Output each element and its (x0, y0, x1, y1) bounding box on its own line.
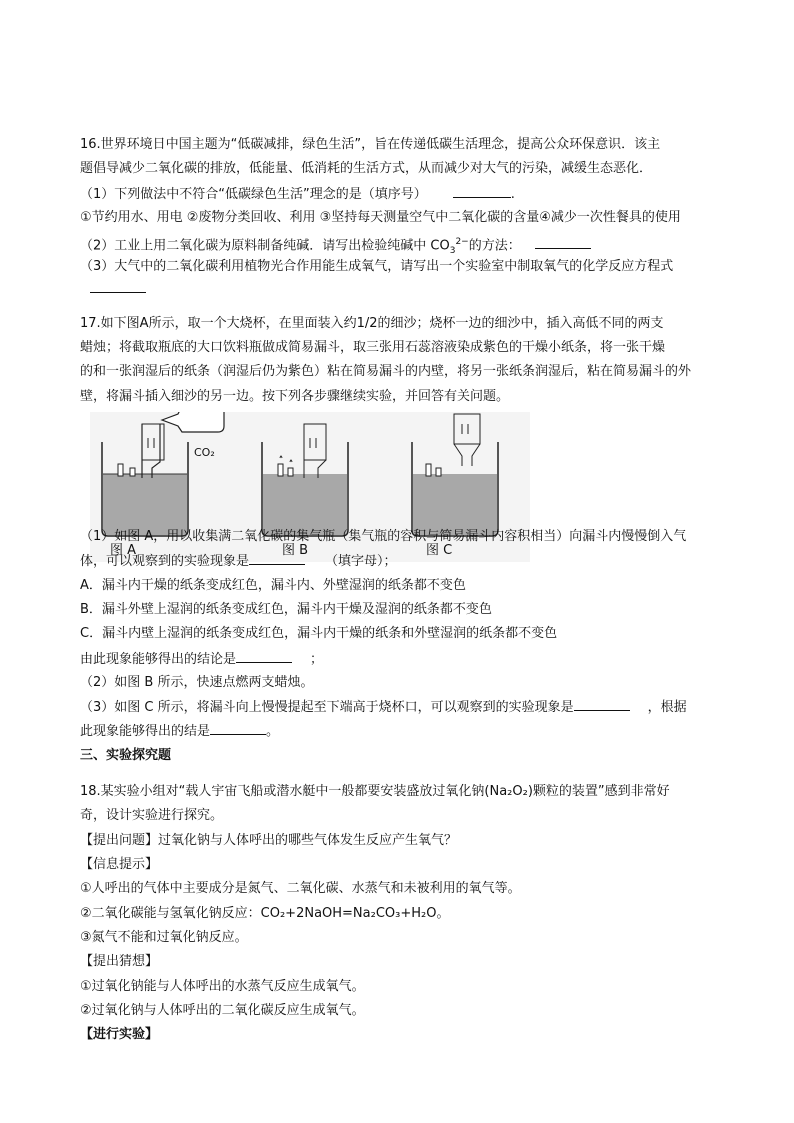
q18-guess-heading: 【提出猜想】 (80, 954, 159, 969)
q16-part2: （2）工业上用二氧化碳为原料制备纯碱．请写出检验纯碱中 $CO_3^{2-}$的方法： (80, 233, 591, 260)
q17-part1-line1: （1）如图 A，用以收集满二氧化碳的集气瓶（集气瓶的容积与简易漏斗内容积相当）向漏斗内慢慢倒入气 (80, 529, 687, 544)
q17-line1: 17.如下图A所示，取一个大烧杯，在里面装入约1/2的细沙；烧杯一边的细沙中，插入高低不同的两支 (80, 316, 664, 331)
q18-line1: 18.某实验小组对“载人宇宙飞船或潜水艇中一般都要安装盛放过氧化钠(Na₂O₂)颗粒的装置”感到非常好 (80, 784, 670, 799)
figure-b-label: 图 B (282, 543, 309, 558)
q17-line3: 的和一张润湿后的纸条（润湿后仍为紫色）粘在简易漏斗的内壁，将另一张纸条润湿后，粘在简易漏斗的外 (80, 364, 692, 379)
figure-c-label: 图 C (426, 543, 453, 558)
q17-part2: （2）如图 B 所示，快速点燃两支蜡烛。 (80, 675, 314, 690)
q17-line4: 壁，将漏斗插入细沙的另一边。按下列各步骤继续实验，并回答有关问题。 (80, 389, 510, 404)
q16-part1: （1）下列做法中不符合“低碳绿色生活”理念的是（填序号） . (80, 187, 515, 202)
q17-answer-blank-2[interactable] (236, 650, 292, 663)
q18-guess-2: ②过氧化钠与人体呼出的二氧化碳反应生成氧气。 (80, 1003, 365, 1018)
q16-answer-blank-2[interactable] (535, 236, 591, 249)
q16-answer-blank-3[interactable] (90, 280, 146, 293)
q16-line2: 题倡导减少二氧化碳的排放，低能量、低消耗的生活方式，从而减少对大气的污染，减缓生态恶化． (80, 161, 653, 176)
q17-option-a: A．漏斗内干燥的纸条变成红色，漏斗内、外壁湿润的纸条都不变色 (80, 578, 466, 593)
q18-guess-1: ①过氧化钠能与人体呼出的水蒸气反应生成氧气。 (80, 979, 365, 994)
q17-answer-blank-1[interactable] (249, 552, 305, 565)
q18-experiment-heading: 【进行实验】 (80, 1027, 159, 1042)
q18-info-2: ②二氧化碳能与氢氧化钠反应：CO₂+2NaOH=Na₂CO₃+H₂O。 (80, 906, 450, 921)
section-heading: 三、实验探究题 (80, 748, 172, 763)
q18-line2: 奇，设计实验进行探究。 (80, 808, 224, 823)
q17-option-c: C．漏斗内壁上湿润的纸条变成红色，漏斗内干燥的纸条和外壁湿润的纸条都不变色 (80, 626, 558, 641)
co2-label: CO₂ (194, 446, 215, 459)
q17-option-b: B．漏斗外壁上湿润的纸条变成红色，漏斗内干燥及湿润的纸条都不变色 (80, 602, 492, 617)
q17-part3-line1: （3）如图 C 所示，将漏斗向上慢慢提起至下端高于烧杯口，可以观察到的实验现象是 ，根据 (80, 700, 687, 715)
q16-line1: 16.世界环境日中国主题为“低碳减排，绿色生活”，旨在传递低碳生活理念，提高公众环保意识．该主 (80, 137, 661, 152)
q17-part3-line2: 此现象能够得出的结是 。 (80, 724, 280, 739)
q18-info-heading: 【信息提示】 (80, 857, 159, 872)
q16-part3: （3）大气中的二氧化碳利用植物光合作用能生成氧气，请写出一个实验室中制取氧气的化学反应方程式 (80, 259, 674, 274)
q17-part1-line2: 体，可以观察到的实验现象是 （填字母）； (80, 554, 397, 569)
q17-answer-blank-3[interactable] (574, 698, 630, 711)
q18-question: 【提出问题】过氧化钠与人体呼出的哪些气体发生反应产生氧气？ (80, 833, 458, 848)
q18-info-3: ③氮气不能和过氧化钠反应。 (80, 930, 248, 945)
q18-info-1: ①人呼出的气体中主要成分是氮气、二氧化碳、水蒸气和未被利用的氧气等。 (80, 881, 521, 896)
q16-options: ①节约用水、用电 ②废物分类回收、利用 ③坚持每天测量空气中二氧化碳的含量④减少一次性餐具的使用 (80, 210, 681, 225)
q17-line2: 蜡烛；将截取瓶底的大口饮料瓶做成简易漏斗，取三张用石蕊溶液染成紫色的干燥小纸条，将一张干燥 (80, 340, 666, 355)
figure-a-label: 图 A (110, 543, 137, 558)
q16-part3-blank-row (90, 280, 146, 299)
q17-conclusion: 由此现象能够得出的结论是 ； (80, 652, 324, 667)
q16-answer-blank-1[interactable] (453, 185, 511, 198)
q17-answer-blank-4[interactable] (210, 722, 266, 735)
